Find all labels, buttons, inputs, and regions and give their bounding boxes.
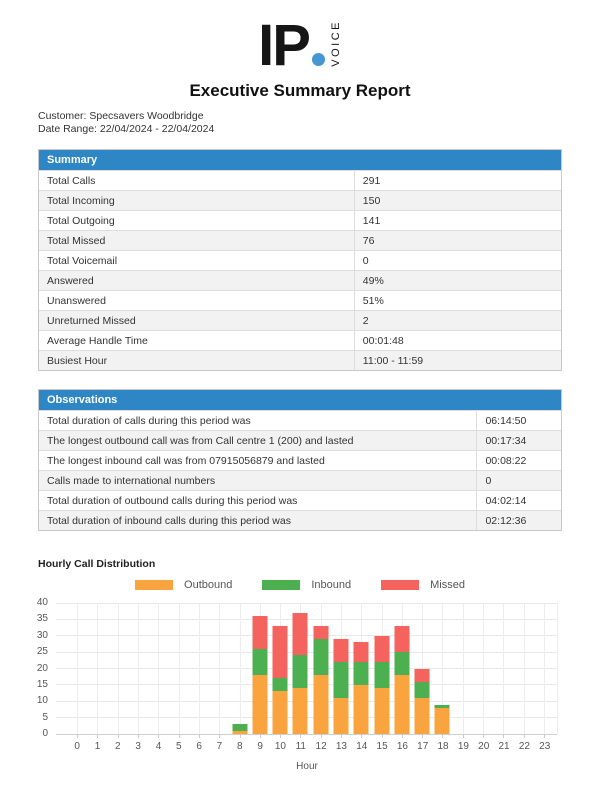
row-label: Unreturned Missed xyxy=(39,311,355,330)
legend-label: Missed xyxy=(430,579,465,592)
row-label: Total Calls xyxy=(39,171,355,190)
bars-container xyxy=(67,603,554,734)
x-axis-tick xyxy=(179,734,180,738)
bar-segment-outbound xyxy=(313,675,328,734)
x-axis-tick xyxy=(300,734,301,738)
legend-swatch-outbound xyxy=(135,580,173,590)
bar-hour-8 xyxy=(232,724,247,734)
table-row xyxy=(39,430,561,450)
x-axis-tick-label: 11 xyxy=(295,741,306,753)
summary-table xyxy=(38,149,562,371)
gridline-x xyxy=(179,603,180,734)
hour-column-12 xyxy=(311,603,331,734)
gridline-x xyxy=(77,603,78,734)
table-row xyxy=(39,330,561,350)
hour-column-22 xyxy=(514,603,534,734)
bar-segment-missed xyxy=(354,642,369,662)
x-axis-tick-label: 14 xyxy=(356,741,368,753)
x-axis-tick xyxy=(97,734,98,738)
hour-column-19 xyxy=(453,603,473,734)
bar-hour-17 xyxy=(415,669,430,734)
bar-hour-15 xyxy=(374,636,389,734)
legend-label: Inbound xyxy=(311,579,352,592)
row-label: Total Incoming xyxy=(39,191,355,210)
hour-column-21 xyxy=(493,603,513,734)
x-axis-tick xyxy=(118,734,119,738)
hour-column-2 xyxy=(108,603,128,734)
x-axis-tick-label: 6 xyxy=(196,741,202,753)
table-row xyxy=(39,490,561,510)
row-value: 00:01:48 xyxy=(362,334,404,347)
summary-table-header: Summary xyxy=(39,150,561,170)
x-axis-tick xyxy=(199,734,200,738)
hour-column-14 xyxy=(351,603,371,734)
x-axis-tick xyxy=(280,734,281,738)
row-value: 2 xyxy=(362,314,369,327)
row-label: Busiest Hour xyxy=(39,351,355,370)
x-axis-tick xyxy=(158,734,159,738)
table-row xyxy=(39,510,561,530)
hour-column-1 xyxy=(87,603,107,734)
x-axis-tick-label: 16 xyxy=(396,741,408,753)
row-value: 49% xyxy=(362,274,384,287)
x-axis-tick xyxy=(524,734,525,738)
hour-column-9 xyxy=(250,603,270,734)
x-axis-tick xyxy=(240,734,241,738)
row-label: The longest inbound call was from 07915056879 and lasted xyxy=(39,451,477,470)
hour-column-13 xyxy=(331,603,351,734)
x-axis-tick-label: 21 xyxy=(498,741,510,753)
table-row xyxy=(39,270,561,290)
bar-segment-outbound xyxy=(374,688,389,734)
table-row xyxy=(39,290,561,310)
legend-item-missed xyxy=(381,579,465,591)
gridline-x xyxy=(118,603,119,734)
row-label: Total duration of outbound calls during this period was xyxy=(39,491,477,510)
y-axis-tick-label: 35 xyxy=(36,613,48,625)
x-axis-tick-label: 23 xyxy=(539,741,551,753)
hour-column-23 xyxy=(534,603,554,734)
x-axis-tick-label: 12 xyxy=(315,741,327,753)
bar-segment-outbound xyxy=(435,708,450,734)
y-axis-tick-label: 10 xyxy=(36,695,48,707)
row-label: Total duration of inbound calls during this period was xyxy=(39,511,477,530)
chart-legend xyxy=(0,579,600,591)
x-axis-tick xyxy=(321,734,322,738)
bar-segment-inbound xyxy=(313,639,328,675)
x-axis-tick-label: 1 xyxy=(94,741,101,753)
bar-hour-14 xyxy=(354,642,369,734)
bar-hour-12 xyxy=(313,626,328,734)
bar-segment-missed xyxy=(334,639,349,662)
x-axis-tick xyxy=(503,734,504,738)
hour-column-16 xyxy=(392,603,412,734)
hour-column-20 xyxy=(473,603,493,734)
hour-column-5 xyxy=(168,603,188,734)
gridline-x xyxy=(219,603,220,734)
x-axis-tick-label: 22 xyxy=(518,741,530,753)
bar-hour-16 xyxy=(394,626,409,734)
bar-segment-inbound xyxy=(252,649,267,675)
row-value: 51% xyxy=(362,294,384,307)
logo-dot-icon xyxy=(312,53,325,66)
row-label: Average Handle Time xyxy=(39,331,355,350)
y-axis-tick-label: 5 xyxy=(42,711,48,723)
legend-swatch-missed xyxy=(381,580,419,590)
bar-segment-outbound xyxy=(252,675,267,734)
logo-voice-text: VOICE xyxy=(329,20,342,67)
x-axis-tick-label: 18 xyxy=(437,741,449,753)
table-row xyxy=(39,450,561,470)
bar-segment-inbound xyxy=(415,682,430,698)
summary-table-body xyxy=(39,170,561,370)
x-axis-tick-label: 17 xyxy=(417,741,429,753)
hour-column-3 xyxy=(128,603,148,734)
hour-column-15 xyxy=(371,603,391,734)
table-row xyxy=(39,350,561,370)
row-label: Total Voicemail xyxy=(39,251,355,270)
bar-segment-outbound xyxy=(293,688,308,734)
row-label: The longest outbound call was from Call centre 1 (200) and lasted xyxy=(39,431,477,450)
row-label: Total duration of calls during this period was xyxy=(39,411,477,430)
hour-column-17 xyxy=(412,603,432,734)
gridline-x xyxy=(97,603,98,734)
logo-row xyxy=(0,0,600,78)
chart-title: Hourly Call Distribution xyxy=(38,558,156,571)
table-row xyxy=(39,230,561,250)
hour-column-18 xyxy=(432,603,452,734)
y-axis-tick-label: 15 xyxy=(36,678,48,690)
bar-segment-missed xyxy=(415,669,430,682)
row-label: Answered xyxy=(39,271,355,290)
x-axis-title: Hour xyxy=(296,761,318,773)
x-axis-tick xyxy=(260,734,261,738)
x-axis-tick xyxy=(402,734,403,738)
x-axis-tick xyxy=(544,734,545,738)
y-axis-tick-label: 40 xyxy=(36,597,48,609)
table-row xyxy=(39,170,561,190)
x-axis-tick-label: 20 xyxy=(478,741,490,753)
hour-column-11 xyxy=(290,603,310,734)
bar-segment-inbound xyxy=(293,655,308,688)
bar-hour-11 xyxy=(293,613,308,734)
bar-segment-missed xyxy=(293,613,308,656)
gridline-x xyxy=(199,603,200,734)
x-axis-tick-label: 9 xyxy=(257,741,263,753)
x-axis-tick xyxy=(483,734,484,738)
gridline-x xyxy=(503,603,504,734)
bar-segment-inbound xyxy=(394,652,409,675)
bar-segment-outbound xyxy=(415,698,430,734)
row-value: 0 xyxy=(485,474,492,487)
row-value: 0 xyxy=(362,254,369,267)
ipvoice-logo xyxy=(258,12,342,78)
y-axis-tick-label: 20 xyxy=(36,662,48,674)
bar-segment-outbound xyxy=(273,691,288,734)
x-axis-tick xyxy=(361,734,362,738)
customer-line: Customer: Specsavers Woodbridge xyxy=(38,109,204,122)
hour-column-4 xyxy=(148,603,168,734)
x-axis-tick-label: 8 xyxy=(237,741,243,753)
observations-table xyxy=(38,389,562,531)
x-axis-tick-label: 10 xyxy=(274,741,286,753)
hour-column-10 xyxy=(270,603,290,734)
logo-ip-text: IP xyxy=(258,12,309,78)
bar-segment-outbound xyxy=(354,685,369,734)
x-axis-tick xyxy=(463,734,464,738)
x-axis-tick-label: 19 xyxy=(457,741,469,753)
row-label: Unanswered xyxy=(39,291,355,310)
row-label: Total Outgoing xyxy=(39,211,355,230)
gridline-x xyxy=(463,603,464,734)
bar-segment-inbound xyxy=(354,662,369,685)
x-axis-tick xyxy=(442,734,443,738)
y-axis-tick-label: 25 xyxy=(36,646,48,658)
x-axis-tick xyxy=(77,734,78,738)
legend-swatch-inbound xyxy=(262,580,300,590)
table-row xyxy=(39,210,561,230)
bar-segment-missed xyxy=(273,626,288,678)
gridline-x xyxy=(138,603,139,734)
bar-hour-9 xyxy=(252,616,267,734)
y-axis-tick-label: 0 xyxy=(42,728,48,740)
gridline-x xyxy=(483,603,484,734)
hour-column-7 xyxy=(209,603,229,734)
bar-segment-missed xyxy=(252,616,267,649)
row-value: 11:00 - 11:59 xyxy=(362,354,424,367)
x-axis-tick-label: 0 xyxy=(74,741,80,753)
bar-segment-outbound xyxy=(334,698,349,734)
bar-segment-outbound xyxy=(232,731,247,734)
y-axis-tick-label: 30 xyxy=(36,629,48,641)
legend-label: Outbound xyxy=(184,579,233,592)
x-axis-tick xyxy=(422,734,423,738)
x-axis-tick-label: 15 xyxy=(376,741,388,753)
row-value: 00:08:22 xyxy=(485,454,527,467)
hourly-call-distribution-section xyxy=(0,558,600,772)
legend-item-outbound xyxy=(135,579,232,591)
x-axis-tick xyxy=(138,734,139,738)
x-axis-tick-label: 5 xyxy=(176,741,182,753)
hour-column-0 xyxy=(67,603,87,734)
hour-column-6 xyxy=(189,603,209,734)
row-value: 02:12:36 xyxy=(485,514,527,527)
row-value: 06:14:50 xyxy=(485,414,527,427)
bar-segment-missed xyxy=(374,636,389,662)
bar-segment-inbound xyxy=(374,662,389,688)
chart-area xyxy=(0,597,600,773)
row-value: 150 xyxy=(362,194,381,207)
bar-hour-10 xyxy=(273,626,288,734)
table-row xyxy=(39,190,561,210)
x-axis-tick-label: 13 xyxy=(335,741,347,753)
gridline-x xyxy=(524,603,525,734)
x-axis-tick-label: 3 xyxy=(135,741,141,753)
table-row xyxy=(39,410,561,430)
observations-table-header: Observations xyxy=(39,390,561,410)
x-axis-tick-label: 4 xyxy=(155,741,162,753)
observations-table-body xyxy=(39,410,561,530)
bar-segment-inbound xyxy=(334,662,349,698)
bar-hour-13 xyxy=(334,639,349,734)
legend-item-inbound xyxy=(262,579,351,591)
bar-hour-18 xyxy=(435,705,450,734)
x-axis-tick xyxy=(341,734,342,738)
date-range-line: Date Range: 22/04/2024 - 22/04/2024 xyxy=(38,123,215,136)
x-axis-labels xyxy=(67,741,555,752)
report-meta xyxy=(38,110,600,137)
x-axis-tick xyxy=(382,734,383,738)
bar-segment-missed xyxy=(313,626,328,639)
bar-segment-inbound xyxy=(273,678,288,691)
plot-area xyxy=(36,597,558,740)
row-value: 00:17:34 xyxy=(485,434,527,447)
x-axis-tick xyxy=(219,734,220,738)
hour-column-8 xyxy=(229,603,249,734)
gridline-x xyxy=(240,603,241,734)
row-label: Total Missed xyxy=(39,231,355,250)
x-axis-tick-label: 2 xyxy=(115,741,121,753)
gridline-x xyxy=(544,603,545,734)
table-row xyxy=(39,310,561,330)
row-value: 04:02:14 xyxy=(485,494,527,507)
table-row xyxy=(39,470,561,490)
row-label: Calls made to international numbers xyxy=(39,471,477,490)
bar-segment-missed xyxy=(394,626,409,652)
x-axis-tick-label: 7 xyxy=(216,741,223,753)
gridline-x xyxy=(158,603,159,734)
bar-segment-outbound xyxy=(394,675,409,734)
row-value: 141 xyxy=(362,214,381,227)
table-row xyxy=(39,250,561,270)
page-title: Executive Summary Report xyxy=(189,80,411,100)
row-value: 291 xyxy=(362,174,381,187)
row-value: 76 xyxy=(362,234,375,247)
